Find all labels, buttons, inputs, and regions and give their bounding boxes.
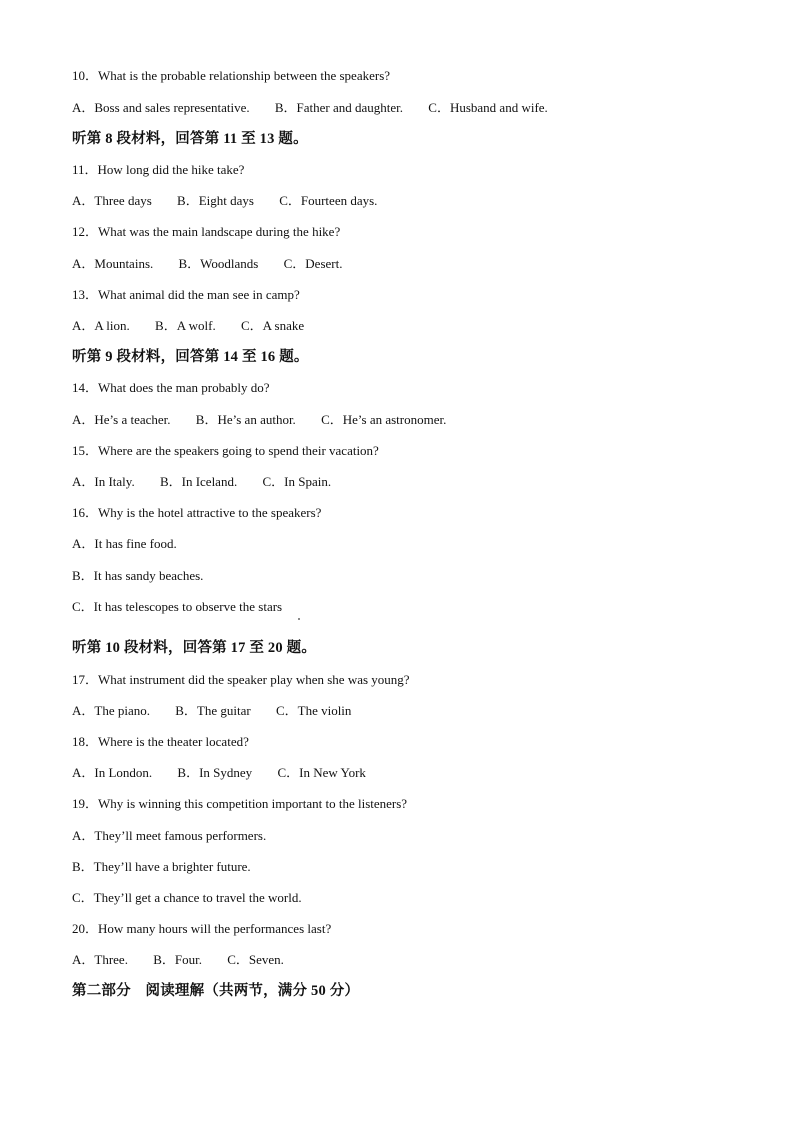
options-14 [72,411,446,429]
option-c: C．Fourteen days. [279,193,378,208]
options-15 [72,473,331,491]
option-c: C．The violin [275,703,352,718]
option-b: B．In Sydney [177,765,253,780]
option-a: A．Boss and sales representative. [72,100,250,115]
section-heading-8: 听第 8 段材料，回答第 11 至 13 题。 [72,131,308,147]
option-b: B．Woodlands [178,256,259,271]
option-b: B．He’s an author. [195,412,296,427]
option-a: A．The piano. [72,703,150,718]
options-18 [72,764,366,782]
option-a: A．In London. [72,765,153,780]
option-a: A．Three. [72,952,128,967]
option-c: C．In New York [277,765,366,780]
option-c: C．In Spain. [262,474,332,489]
option-c: C．Desert. [283,256,343,271]
question-18: 18．Where is the theater located? [72,734,249,749]
option-c: C．Seven. [227,952,284,967]
options-20 [72,951,284,969]
option-19-c: C．They’ll get a chance to travel the world. [72,890,302,905]
option-a: A．In Italy. [72,474,135,489]
options-11 [72,192,377,210]
option-19-a: A．They’ll meet famous performers. [72,828,267,843]
option-b: B．Eight days [177,193,254,208]
stray-dot [298,618,300,620]
option-b: B．A wolf. [155,318,216,333]
question-15: 15．Where are the speakers going to spend their vacation? [72,443,379,458]
option-a: A．A lion. [72,318,130,333]
options-10 [72,99,548,117]
question-19: 19．Why is winning this competition important to the listeners? [72,796,408,811]
question-20: 20．How many hours will the performances last? [72,921,332,936]
question-12: 12．What was the main landscape during the hike? [72,224,341,239]
option-b: B．Four. [153,952,202,967]
options-13 [72,317,304,335]
option-a: A．Mountains. [72,256,154,271]
section-heading-9: 听第 9 段材料，回答第 14 至 16 题。 [72,349,309,365]
option-c: C．He’s an astronomer. [321,412,447,427]
question-16: 16．Why is the hotel attractive to the speakers? [72,505,322,520]
section-heading-10: 听第 10 段材料，回答第 17 至 20 题。 [72,640,317,656]
option-a: A．Three days [72,193,152,208]
option-16-b: B．It has sandy beaches. [72,568,204,583]
option-c: C．A snake [240,318,305,333]
option-c: C．Husband and wife. [428,100,548,115]
question-10: 10．What is the probable relationship between the speakers? [72,68,391,83]
option-a: A．He’s a teacher. [72,412,171,427]
question-11: 11．How long did the hike take? [72,162,245,177]
options-12 [72,255,342,273]
option-b: B．The guitar [175,703,251,718]
option-16-a: A．It has fine food. [72,536,177,551]
option-19-b: B．They’ll have a brighter future. [72,859,251,874]
option-16-c: C．It has telescopes to observe the stars [72,599,283,614]
options-17 [72,702,351,720]
option-b: B．Father and daughter. [274,100,404,115]
option-b: B．In Iceland. [159,474,238,489]
part-heading-reading: 第二部分 阅读理解（共两节，满分 50 分） [72,983,360,999]
question-14: 14．What does the man probably do? [72,380,270,395]
question-17: 17．What instrument did the speaker play when she was young? [72,672,410,687]
question-13: 13．What animal did the man see in camp? [72,287,300,302]
